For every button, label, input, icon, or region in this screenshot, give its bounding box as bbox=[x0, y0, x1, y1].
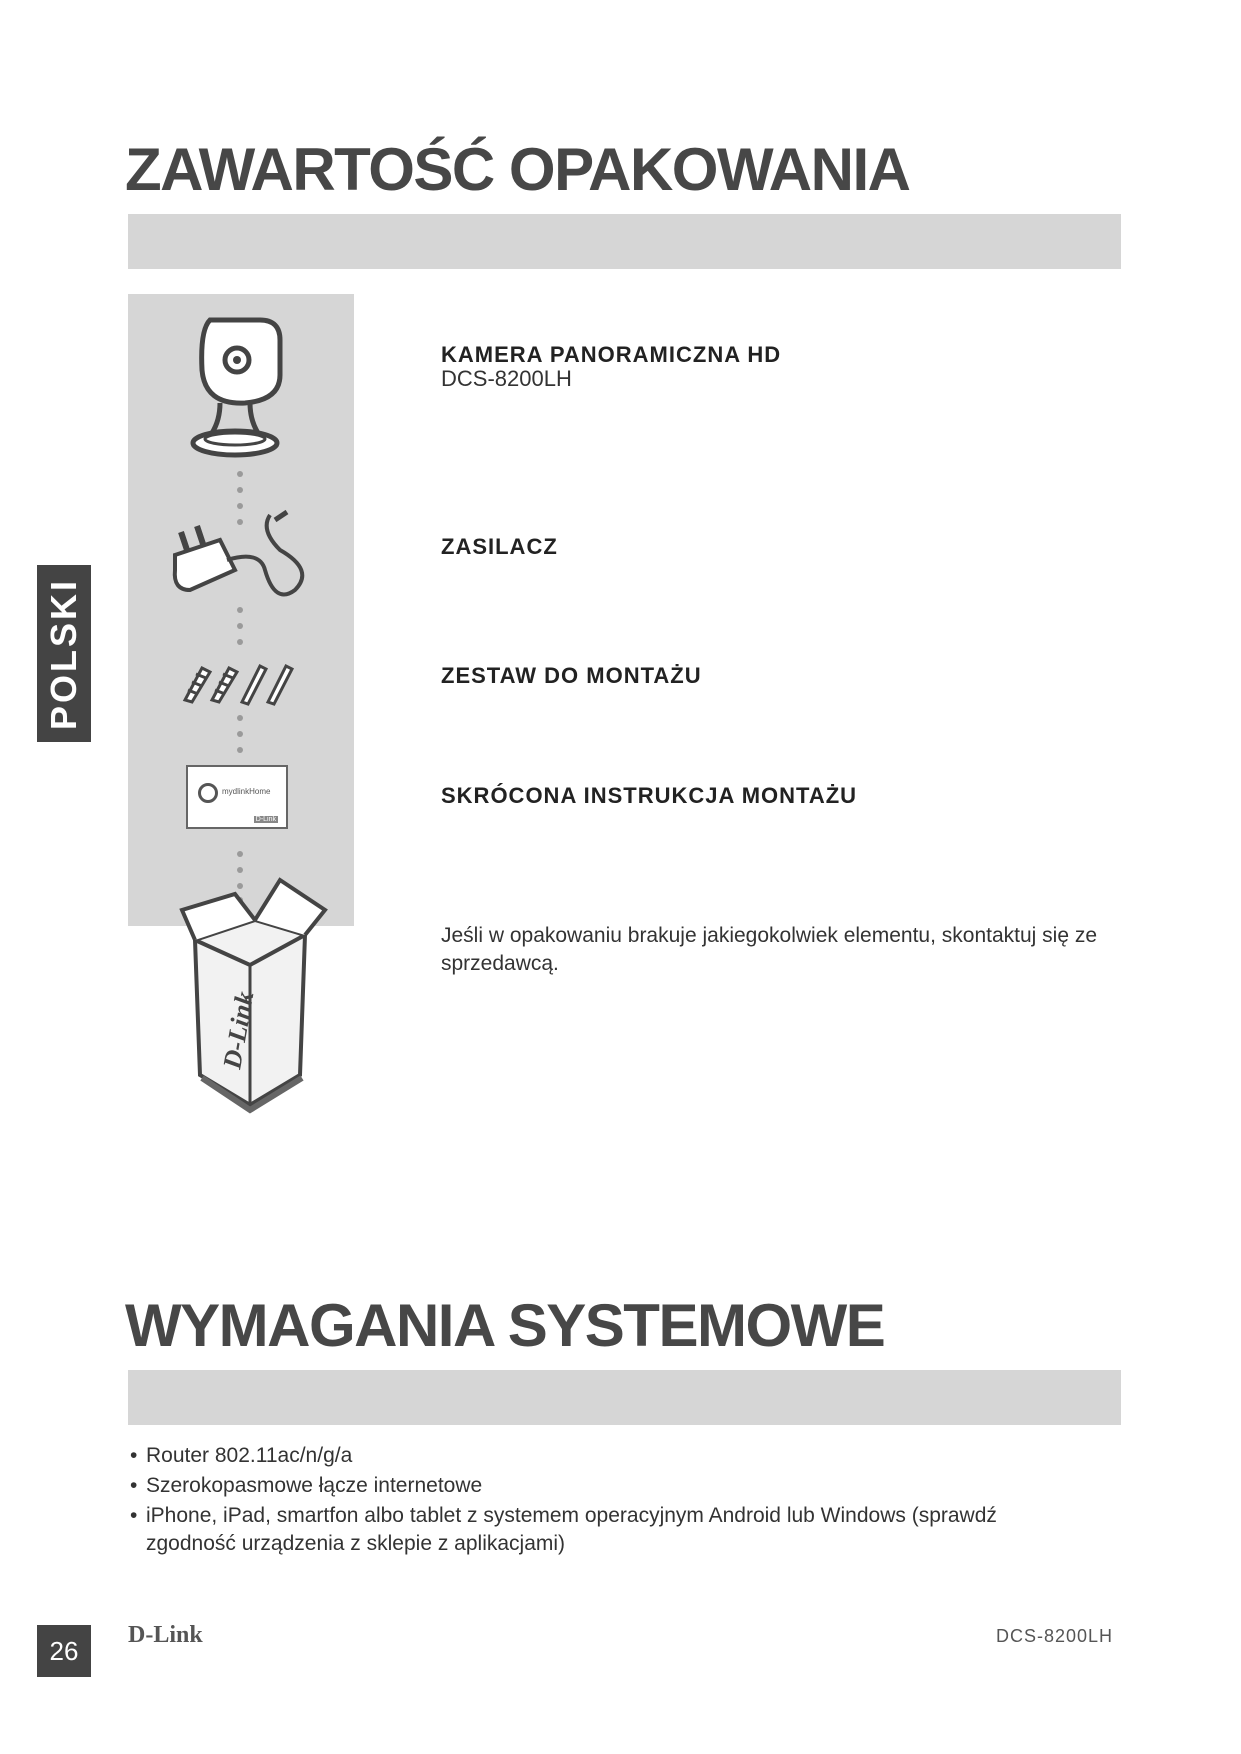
language-tab-label: POLSKI bbox=[43, 577, 84, 730]
requirement-item: • Router 802.11ac/n/g/a bbox=[130, 1442, 1050, 1470]
home-icon bbox=[198, 783, 218, 803]
guide-card-brand: D-Link bbox=[255, 816, 276, 823]
box-brand-text: D-Link bbox=[217, 989, 260, 1072]
power-adapter-icon bbox=[165, 510, 315, 610]
language-tab bbox=[37, 565, 91, 742]
camera-icon bbox=[190, 315, 290, 465]
item-camera-title: KAMERA PANORAMICZNA HD bbox=[441, 342, 782, 367]
requirement-item: • iPhone, iPad, smartfon albo tablet z systemem operacyjnym Android lub Windows (sprawdź zgodność urządzenia z sklepie z aplikacjami) bbox=[130, 1502, 1050, 1558]
missing-items-note: Jeśli w opakowaniu brakuje jakiegokolwiek elementu, skontaktuj się ze sprzedawcą. bbox=[441, 924, 1098, 975]
contents-title: ZAWARTOŚĆ OPAKOWANIA bbox=[125, 136, 910, 203]
footer-model: DCS-8200LH bbox=[996, 1626, 1114, 1646]
item-mounting-kit-title: ZESTAW DO MONTAŻU bbox=[441, 663, 702, 688]
requirement-item: • Szerokopasmowe łącze internetowe bbox=[130, 1472, 1050, 1500]
guide-card-text: mydlinkHome bbox=[222, 787, 271, 796]
page-number: 26 bbox=[37, 1625, 91, 1677]
footer-brand-logo: D-Link bbox=[128, 1622, 203, 1648]
item-camera-model: DCS-8200LH bbox=[441, 366, 572, 391]
item-adapter-title: ZASILACZ bbox=[441, 534, 558, 559]
requirements-title: WYMAGANIA SYSTEMOWE bbox=[125, 1292, 885, 1359]
contents-title-band bbox=[128, 214, 1121, 269]
quick-guide-icon bbox=[186, 765, 288, 829]
mounting-kit-icon bbox=[180, 660, 300, 705]
package-box-icon bbox=[180, 880, 330, 1115]
connector-dots bbox=[0, 0, 1, 1]
requirements-list bbox=[130, 1442, 1050, 1560]
item-quick-guide-title: SKRÓCONA INSTRUKCJA MONTAŻU bbox=[441, 783, 858, 808]
requirements-title-band bbox=[128, 1370, 1121, 1425]
